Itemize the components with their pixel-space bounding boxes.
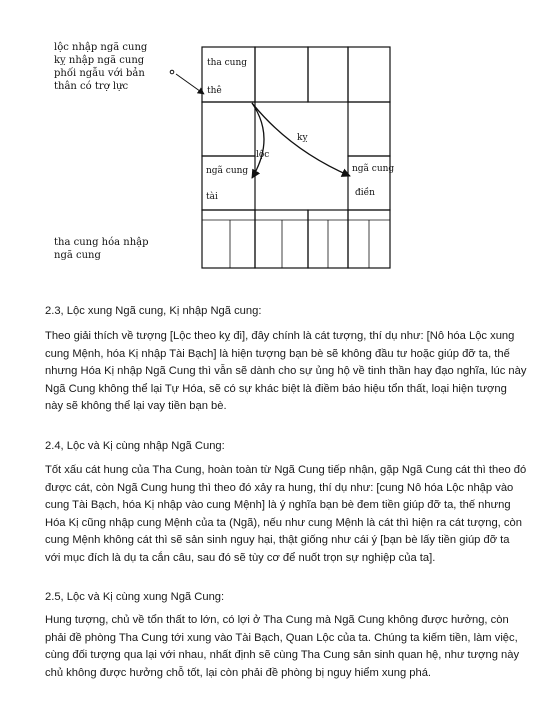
section-body-2-5	[45, 612, 520, 682]
section-body-2-3	[45, 328, 527, 416]
section-heading-2-5: 2.5, Lộc và Kị cùng xung Ngã Cung:	[45, 591, 225, 603]
cell-dien: điền	[355, 188, 375, 198]
top-label-line-2: kỵ nhập ngã cung	[54, 55, 145, 66]
paragraph-line: cung Tài Bạch, hóa Kị nhập vào cung Mệnh] là ý nghĩa bạn bè đem tiền giúp đỡ ta, thế nhưng	[45, 499, 511, 511]
paragraph-line: chủ không được hưởng chỗ tốt, lại còn phải đề phòng bị nguy hiểm xung phá.	[45, 666, 432, 679]
paragraph-line: Ngã Cung không thể lại Tự Hóa, sẽ có sự khác biệt là điềm báo hiệu tổn thất, loại hiện tượng	[45, 382, 507, 395]
palace-diagram	[0, 0, 548, 300]
paragraph-line: Hóa Kị cũng nhập cung Mệnh của ta (Ngã), nếu như cung Mệnh là cát thì hiện ra cát tượng, còn	[45, 516, 522, 529]
cell-tha-cung: tha cung	[207, 58, 248, 68]
arrow-label-ky: kỵ	[297, 133, 308, 143]
paragraph-line: Hung tượng, chủ về tổn thất to lớn, có lợi ở Tha Cung mà Ngã Cung không được hưởng, còn	[45, 614, 509, 626]
paragraph-line: phải đề phòng Tha Cung tới xung vào Tài Bạch, Quan Lộc của ta. Chúng ta kiếm tiền, làm việc,	[45, 631, 518, 644]
bottom-label-line-2: ngã cung	[54, 250, 101, 261]
top-label-line-1: lộc nhập ngã cung	[54, 42, 148, 53]
section-body-2-4	[45, 462, 527, 567]
connector-dot	[170, 70, 174, 74]
paragraph-line: này sẽ không thể lại vay tiền bạn bè.	[45, 400, 227, 412]
paragraph-line: cùng đối tượng qua lại với nhau, nhất định sẽ cùng Tha Cung sản sinh quan hệ, như tượng này	[45, 649, 520, 661]
arrow-label-loc: lộc	[256, 150, 270, 160]
paragraph-line: với mục đích là dụ ta cắn câu, sau đó sẽ tùy cơ để nuốt trọn sự nghiệp của ta].	[45, 551, 436, 564]
cell-the: thê	[207, 86, 222, 96]
cell-nga-cung-left: ngã cung	[206, 166, 249, 176]
section-heading-2-4: 2.4, Lộc và Kị cùng nhập Ngã Cung:	[45, 440, 225, 452]
cell-tai: tài	[206, 192, 218, 202]
paragraph-line: được cát, còn Ngã Cung hung thì theo đó xảy ra hung, thí dụ như: [cung Nô hóa Lộc nhập vào	[45, 481, 514, 494]
paragraph-line: nhưng Hóa Kị nhập Ngã Cung thì vẫn sẽ dành cho sự ủng hộ về tinh thần hay đạo nghĩa, lúc này	[45, 365, 527, 377]
paragraph-line: Tốt xấu cát hung của Tha Cung, hoàn toàn từ Ngã Cung tiếp nhận, gặp Ngã Cung cát thì theo đó	[45, 464, 527, 476]
top-label-line-4: thân có trợ lực	[54, 81, 129, 92]
connector-arrow	[176, 74, 204, 94]
paragraph-line: Theo giải thích về tượng [Lộc theo kỵ đi], đây chính là cát tượng, thí dụ như: [Nô hóa Lộc xung	[45, 330, 515, 342]
top-label-line-3: phối ngẫu với bản	[54, 68, 145, 79]
section-heading-2-3: 2.3, Lộc xung Ngã cung, Kị nhập Ngã cung:	[45, 305, 262, 317]
bottom-label-line-1: tha cung hóa nhập	[54, 237, 149, 248]
cell-nga-cung-right: ngã cung	[352, 164, 395, 174]
paragraph-line: cung Mệnh, hóa Kị nhập Tài Bạch] là hiện tượng bạn bè sẽ không đầu tư hoặc giúp đỡ ta, thế	[45, 347, 510, 360]
paragraph-line: cung Mệnh không cát thì sẽ sản sinh nguy hại, thật giống như cái ý [bạn bè lấy tiền giúp đỡ ta	[45, 534, 510, 546]
